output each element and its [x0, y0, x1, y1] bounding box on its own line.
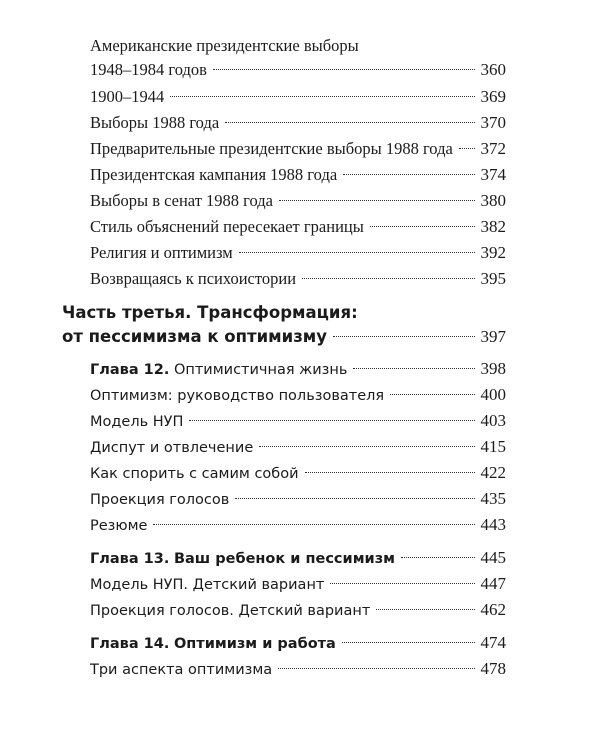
toc-entry-title: Стиль объяснений пересекает границы: [90, 217, 364, 236]
toc-entry[interactable]: [90, 215, 506, 239]
toc-entry-title: Религия и оптимизм: [90, 243, 233, 262]
toc-entry[interactable]: [90, 85, 506, 109]
toc-page-number: 397: [480, 327, 506, 346]
chapter-title: Оптимистичная жизнь: [173, 362, 348, 378]
toc-entry-elections-1948-1984[interactable]: [90, 34, 506, 82]
toc-page-number: 422: [480, 463, 506, 482]
toc-entry-title-cont: 1948–1984 годов: [90, 60, 207, 79]
toc-entry[interactable]: [90, 513, 506, 537]
toc-entry-title: Как спорить с самим собой: [90, 466, 299, 482]
toc-entry-title: Модель НУП. Детский вариант: [90, 577, 325, 593]
chapter-label: Глава 14.: [90, 636, 170, 652]
toc-page-number: 400: [480, 385, 506, 404]
toc-page-number: 415: [480, 437, 506, 456]
dot-leader: [278, 668, 474, 669]
toc-entry-title: Диспут и отвлечение: [90, 440, 254, 456]
toc-entry[interactable]: [90, 572, 506, 596]
toc-entry-title: Предварительные президентские выборы 1988 года: [90, 139, 453, 158]
toc-page-number: 382: [480, 217, 506, 236]
dot-leader: [239, 252, 475, 253]
dot-leader: [279, 200, 475, 201]
toc-entry-title: Проекция голосов: [90, 492, 230, 508]
toc-chapter-13[interactable]: [90, 546, 506, 570]
toc-page-number: 372: [480, 139, 506, 158]
dot-leader: [235, 498, 474, 499]
dot-leader: [333, 336, 474, 337]
toc-entry-title: Резюме: [90, 518, 148, 534]
dot-leader: [302, 278, 474, 279]
toc-page-number: 398: [480, 359, 506, 378]
toc-entry-title: Три аспекта оптимизма: [90, 662, 273, 678]
dot-leader: [213, 69, 475, 70]
toc-page-number: 445: [480, 548, 506, 567]
dot-leader: [225, 122, 474, 123]
dot-leader: [305, 472, 475, 473]
toc-page-number: 474: [480, 633, 506, 652]
toc-entry[interactable]: [90, 137, 506, 161]
toc-entry-title: Проекция голосов. Детский вариант: [90, 603, 371, 619]
toc-entry[interactable]: [90, 267, 506, 291]
part-title-cont: от пессимизма к оптимизму: [62, 327, 328, 346]
dot-leader: [342, 642, 475, 643]
toc-entry-title: Выборы в сенат 1988 года: [90, 191, 273, 210]
chapter-title: Ваш ребенок и пессимизм: [173, 551, 395, 567]
toc-entry[interactable]: [90, 383, 506, 407]
toc-entry-title: 1900–1944: [90, 87, 165, 106]
dot-leader: [189, 420, 474, 421]
toc-entry[interactable]: [90, 598, 506, 622]
toc-page-number: 374: [480, 165, 506, 184]
toc-entry-title: Возвращаясь к психоистории: [90, 269, 297, 288]
toc-entry-title: Оптимизм: руководство пользователя: [90, 388, 385, 404]
dot-leader: [459, 148, 475, 149]
toc-entry[interactable]: [90, 409, 506, 433]
toc-page-number: 395: [480, 269, 506, 288]
toc-entry-title: Выборы 1988 года: [90, 113, 220, 132]
dot-leader: [343, 174, 474, 175]
toc-entry[interactable]: [90, 435, 506, 459]
toc-page-number: 435: [480, 489, 506, 508]
toc-entry[interactable]: [90, 461, 506, 485]
toc-page-number: 447: [480, 574, 506, 593]
chapter-label: Глава 13.: [90, 551, 170, 567]
toc-page-number: 369: [480, 87, 506, 106]
toc-entry[interactable]: [90, 163, 506, 187]
part-title: Часть третья. Трансформация:: [62, 303, 358, 322]
toc-entry[interactable]: [90, 111, 506, 135]
toc-entry-title: Американские президентские выборы: [90, 36, 359, 55]
dot-leader: [330, 583, 474, 584]
toc-entry[interactable]: [90, 487, 506, 511]
toc-entry[interactable]: [90, 189, 506, 213]
toc-chapter-14[interactable]: [90, 631, 506, 655]
toc-page-number: 380: [480, 191, 506, 210]
toc-part-three[interactable]: [62, 301, 506, 349]
toc-entry-title: Модель НУП: [90, 414, 184, 430]
toc-entry-title: Президентская кампания 1988 года: [90, 165, 338, 184]
toc-page-number: 403: [480, 411, 506, 430]
toc-page-number: 370: [480, 113, 506, 132]
chapter-title: Оптимизм и работа: [173, 636, 336, 652]
toc-page-number: 392: [480, 243, 506, 262]
toc-chapter-12[interactable]: [90, 357, 506, 381]
dot-leader: [376, 609, 474, 610]
chapter-label: Глава 12.: [90, 362, 170, 378]
toc-page-number: 360: [480, 60, 506, 79]
toc-entry[interactable]: [90, 241, 506, 265]
dot-leader: [401, 557, 475, 558]
toc-page-number: 478: [480, 659, 506, 678]
dot-leader: [353, 368, 474, 369]
toc-entry[interactable]: [90, 657, 506, 681]
dot-leader: [153, 524, 474, 525]
toc-page-number: 443: [480, 515, 506, 534]
dot-leader: [390, 394, 474, 395]
dot-leader: [259, 446, 474, 447]
dot-leader: [170, 96, 474, 97]
dot-leader: [370, 226, 475, 227]
toc-page-number: 462: [480, 600, 506, 619]
